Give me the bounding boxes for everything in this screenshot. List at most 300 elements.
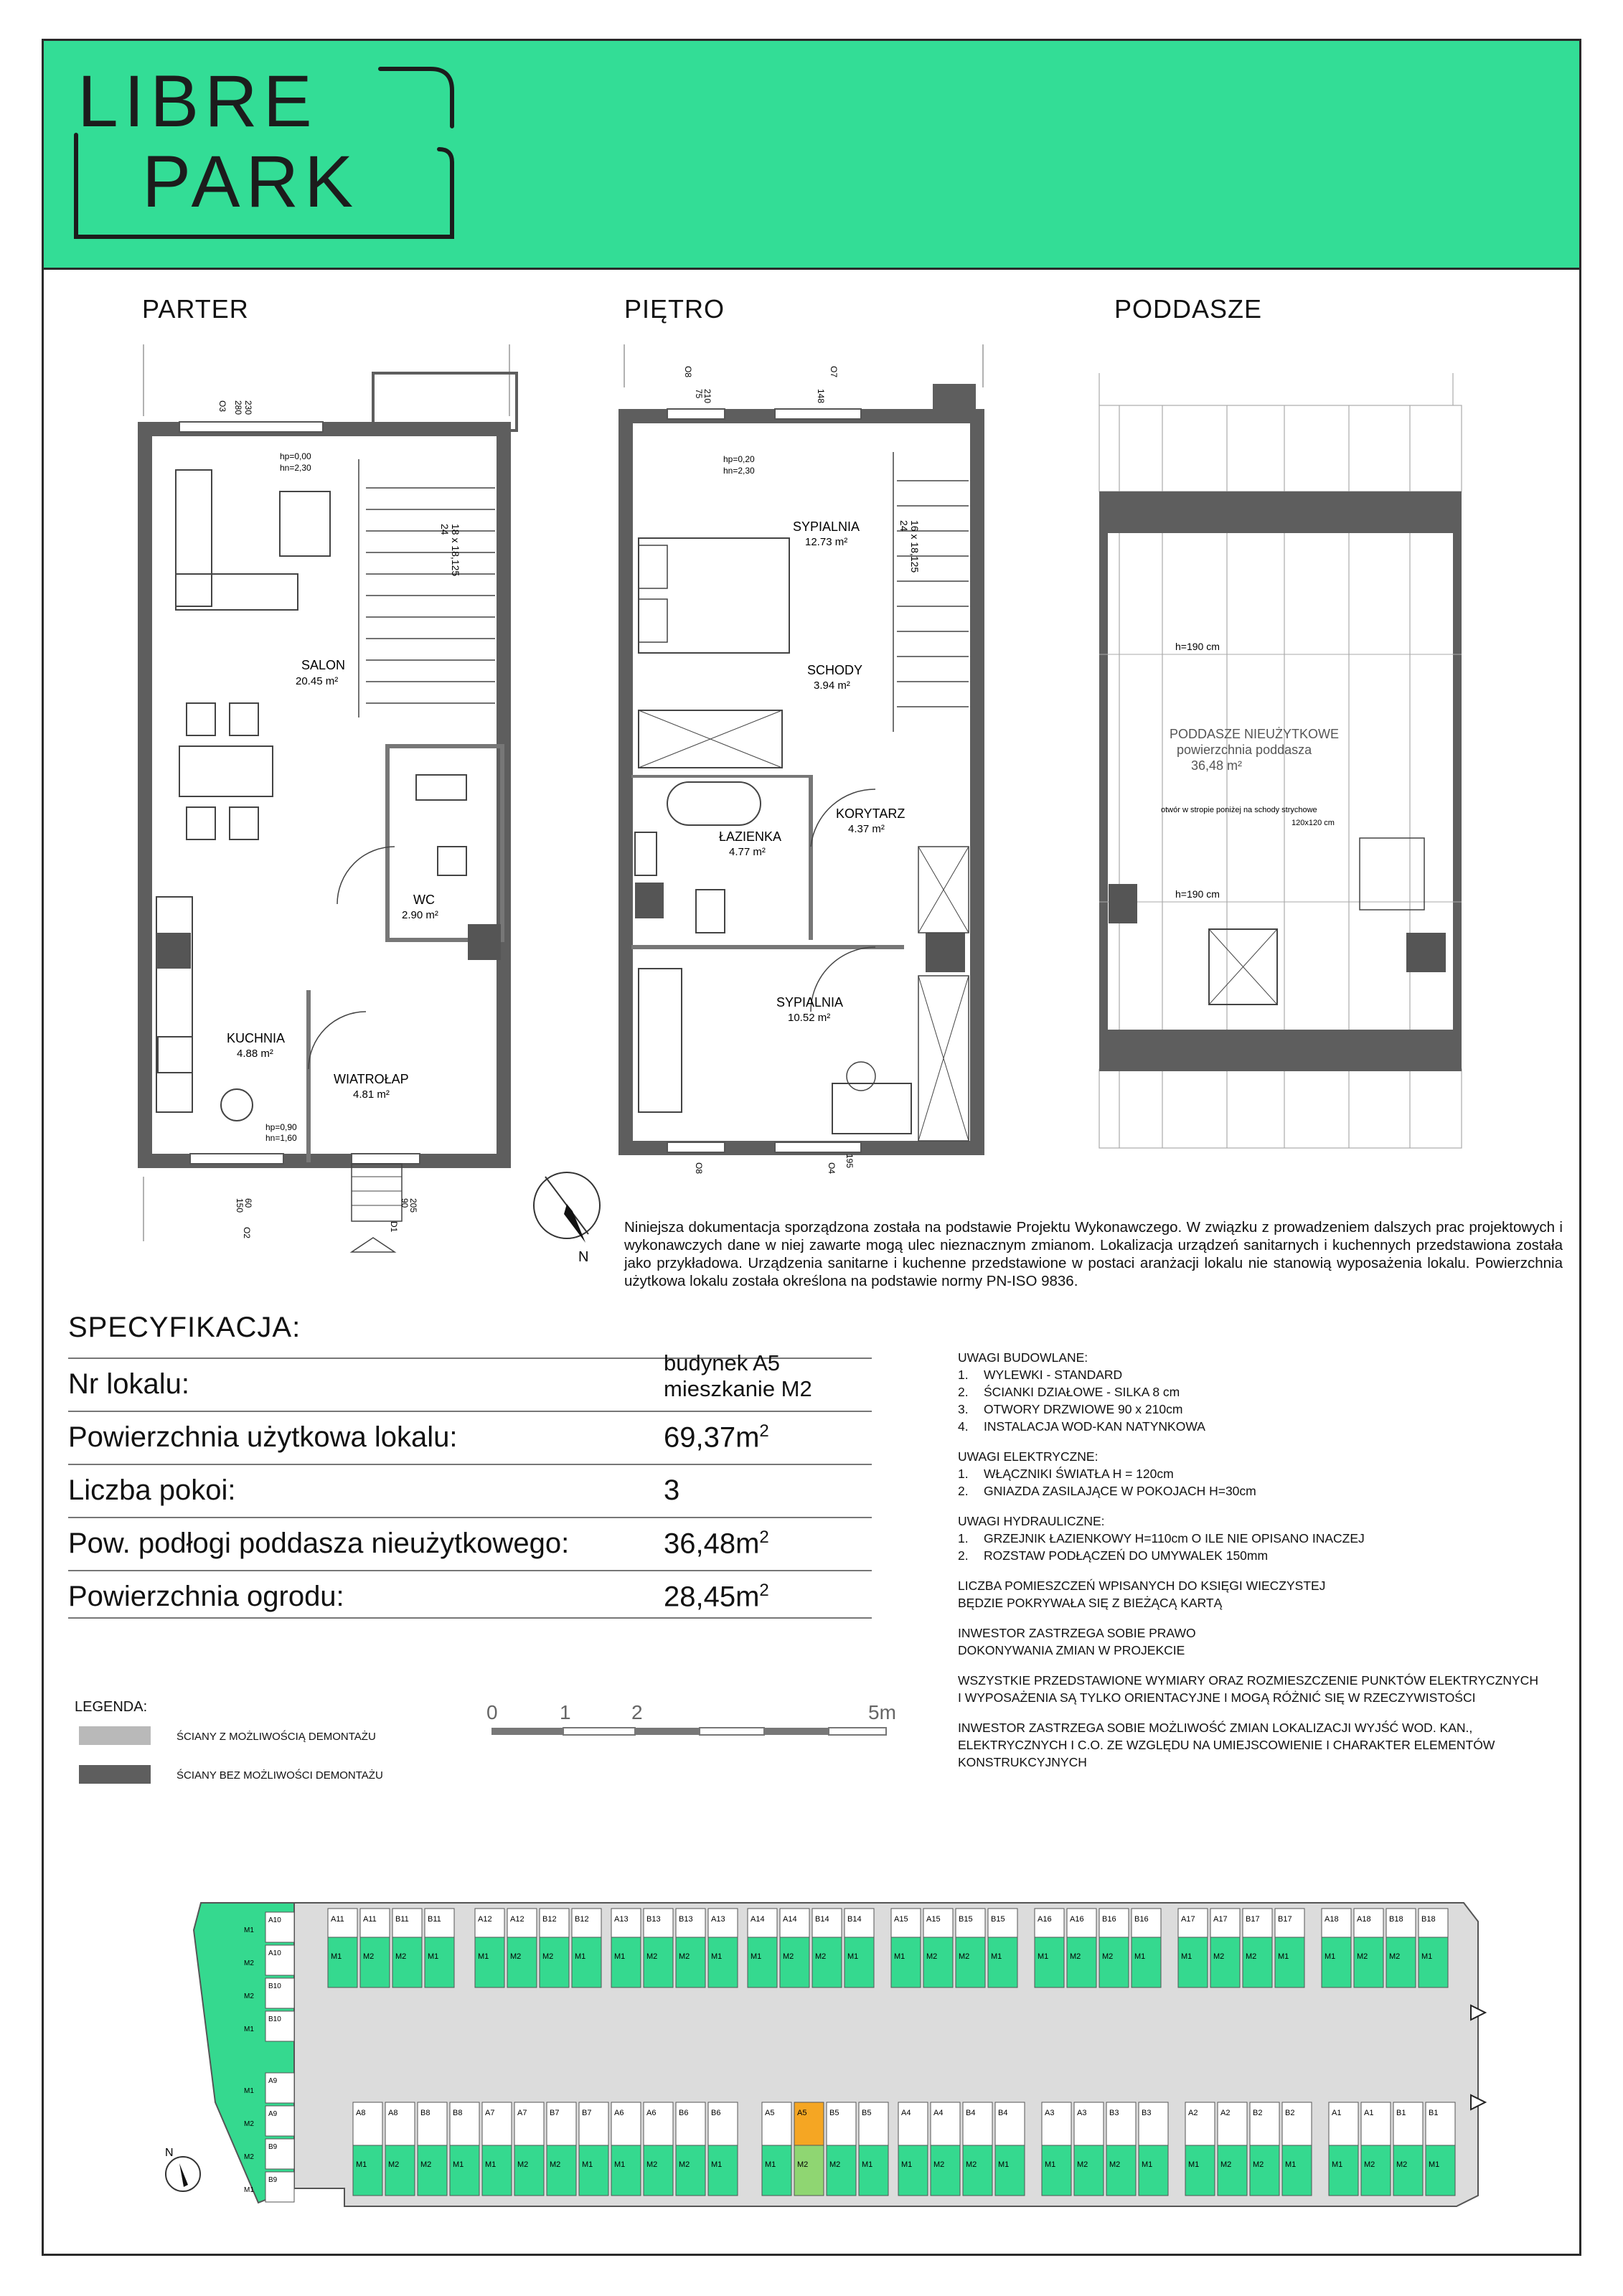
svg-text:N: N	[165, 2147, 174, 2159]
room-salon-name: SALON	[301, 658, 346, 672]
site-unit-label: M2	[959, 1952, 970, 1961]
site-building-label: A15	[894, 1915, 908, 1924]
site-unit-label: M2	[1220, 2160, 1232, 2169]
site-unit-label: M1	[765, 2160, 776, 2169]
poddasze-opening-size: 120x120 cm	[1292, 819, 1335, 827]
site-building-label: B8	[420, 2109, 431, 2117]
site-unit-label: M1	[1429, 2160, 1440, 2169]
site-building-label: B17	[1246, 1915, 1260, 1924]
poddasze-h-bottom: h=190 cm	[1175, 888, 1220, 900]
room-korytarz-area: 4.37 m²	[848, 823, 885, 835]
site-building-label: A11	[331, 1915, 344, 1924]
site-garden	[328, 1937, 357, 1987]
site-unit-label: M2	[517, 2160, 529, 2169]
site-unit-label: M1	[453, 2160, 464, 2169]
dim-top-window: 280	[233, 400, 243, 415]
dim-bottom-tag: O2	[242, 1227, 252, 1239]
svg-text:1: 1	[560, 1701, 571, 1723]
site-unit-label: M2	[1357, 1952, 1368, 1961]
site-garden	[1386, 1937, 1416, 1987]
remarks-hydraulic: UWAGI HYDRAULICZNE: 1. GRZEJNIK ŁAZIENKOWY H=110cm O ILE NIE OPISANO INACZEJ 2. ROZSTAW PODŁĄCZEŃ DO UMYWALEK 150mm	[958, 1514, 1365, 1563]
site-building-label: A4	[901, 2109, 911, 2117]
site-garden	[482, 2145, 512, 2196]
compass-icon	[530, 1162, 608, 1277]
site-unit-label: M1	[1142, 2160, 1153, 2169]
room-wc-name: WC	[413, 893, 435, 907]
legend-title: LEGENDA:	[75, 1699, 148, 1715]
site-garden	[360, 1937, 390, 1987]
site-unit-label: M2	[363, 1952, 375, 1961]
site-building-label: B3	[1142, 2109, 1152, 2117]
dim-stairs2: 24	[439, 524, 451, 535]
site-garden	[1250, 2145, 1279, 2196]
site-garden	[1329, 2145, 1358, 2196]
site-unit-label: M1	[847, 1952, 859, 1961]
site-garden	[794, 2145, 824, 2196]
spec-label-area: Powierzchnia użytkowa lokalu:	[68, 1421, 458, 1453]
site-building-label: B6	[679, 2109, 689, 2117]
site-garden	[1218, 2145, 1247, 2196]
room-wiatrolap-area: 4.81 m²	[353, 1088, 390, 1101]
site-unit-label: M2	[420, 2160, 432, 2169]
site-unit-label: M1	[711, 2160, 723, 2169]
site-building-label: A7	[485, 2109, 495, 2117]
svg-text:B10: B10	[268, 1982, 281, 1990]
logo-line2: PARK	[142, 141, 359, 222]
site-garden	[708, 1937, 738, 1987]
site-garden	[1185, 2145, 1215, 2196]
svg-text:M2: M2	[244, 1959, 254, 1967]
site-building-label: A15	[926, 1915, 941, 1924]
site-building-label: B16	[1102, 1915, 1116, 1924]
site-unit-label: M1	[1285, 2160, 1297, 2169]
site-unit-label: M2	[1389, 1952, 1401, 1961]
site-unit-label: M1	[1278, 1952, 1289, 1961]
label-pietro: PIĘTRO	[624, 294, 725, 324]
site-garden	[1106, 2145, 1136, 2196]
site-garden	[1042, 2145, 1071, 2196]
site-building-label: B15	[991, 1915, 1005, 1924]
site-garden	[1282, 2145, 1312, 2196]
site-building-label: B18	[1389, 1915, 1403, 1924]
site-unit-label: M2	[966, 2160, 977, 2169]
site-building-label: B11	[395, 1915, 409, 1924]
site-building-label: B4	[998, 2109, 1008, 2117]
site-unit-label: M2	[829, 2160, 841, 2169]
site-garden	[1393, 2145, 1423, 2196]
site-garden	[1361, 2145, 1391, 2196]
site-building-label: B18	[1421, 1915, 1436, 1924]
site-building-label: A18	[1357, 1915, 1371, 1924]
site-garden	[540, 1937, 569, 1987]
site-garden	[392, 1937, 422, 1987]
room-sypialnia2-area: 10.52 m²	[788, 1012, 831, 1024]
dim-pietro-stairs2: 24	[898, 520, 910, 532]
site-unit-label: M2	[646, 1952, 658, 1961]
site-building-label: B13	[679, 1915, 693, 1924]
site-unit-label: M1	[575, 1952, 586, 1961]
site-unit-label: M2	[510, 1952, 522, 1961]
site-building-label: A5	[765, 2109, 775, 2117]
site-plan	[165, 1887, 1514, 2224]
room-salon-area: 20.45 m²	[296, 675, 339, 687]
site-unit-label: M2	[388, 2160, 400, 2169]
site-unit-label: M1	[991, 1952, 1002, 1961]
site-garden	[1132, 1937, 1161, 1987]
compass-letter: N	[578, 1249, 589, 1265]
spec-label-attic: Pow. podłogi poddasza nieużytkowego:	[68, 1528, 570, 1559]
site-garden	[931, 2145, 960, 2196]
remarks-electrical: UWAGI ELEKTRYCZNE: 1. WŁĄCZNIKI ŚWIATŁA H = 120cm 2. GNIAZDA ZASILAJĄCE W POKOJACH H=30cm	[958, 1449, 1256, 1498]
site-unit-label: M1	[901, 2160, 913, 2169]
site-garden	[1243, 1937, 1272, 1987]
site-unit-label: M2	[395, 1952, 407, 1961]
site-garden	[547, 2145, 576, 2196]
site-garden	[514, 2145, 544, 2196]
site-garden	[956, 1937, 985, 1987]
site-building-label: A5	[797, 2109, 807, 2117]
site-unit-label: M1	[1325, 1952, 1336, 1961]
site-building-label: B14	[815, 1915, 829, 1924]
site-garden	[1067, 1937, 1096, 1987]
site-unit-label: M1	[614, 2160, 626, 2169]
site-garden	[708, 2145, 738, 2196]
site-garden	[859, 2145, 888, 2196]
plan-pietro	[617, 344, 1005, 1191]
site-unit-label: M2	[926, 1952, 938, 1961]
site-unit-label: M2	[1109, 2160, 1121, 2169]
svg-text:M1: M1	[244, 2087, 254, 2095]
site-building-label: A3	[1045, 2109, 1055, 2117]
svg-text:A9: A9	[268, 2077, 278, 2085]
site-garden	[988, 1937, 1017, 1987]
spec-row-rooms	[68, 1464, 872, 1511]
site-building-label: A2	[1188, 2109, 1198, 2117]
site-garden	[418, 2145, 447, 2196]
site-unit-label: M1	[894, 1952, 905, 1961]
site-building-label: B11	[428, 1915, 441, 1924]
site-unit-label: M1	[582, 2160, 593, 2169]
dim-top-tag: O3	[217, 400, 227, 413]
svg-text:A9: A9	[268, 2110, 278, 2118]
spec-row-garden	[68, 1570, 872, 1619]
dim-sill2: hn=2,30	[280, 463, 311, 473]
room-sypialnia1-area: 12.73 m²	[805, 536, 848, 548]
site-building-label: B3	[1109, 2109, 1119, 2117]
site-garden	[1322, 1937, 1351, 1987]
svg-text:A10: A10	[268, 1949, 281, 1957]
site-building-label: A18	[1325, 1915, 1339, 1924]
disclaimer-note: Niniejsza dokumentacja sporządzona została na podstawie Projektu Wykonawczego. W związku z prowadzeniem dalszych prac projektowych i wykonawczych dane w niej zawarte mogą ulec nieznacznym zmianom. Lokalizacja urządzeń sanitarnych i kuchennych przedstawiona została jako przykładowa. Urządzenia sanitarne i kuchenne przedstawione w postaci aranżacji lokalu nie stanowią wyposażenia lokalu. Powierzchnia użytkowa lokalu została określona na podstawie normy PN-ISO 9836.	[624, 1219, 1563, 1289]
poddasze-h-top: h=190 cm	[1175, 641, 1220, 652]
remarks-changes: INWESTOR ZASTRZEGA SOBIE PRAWO DOKONYWANIA ZMIAN W PROJEKCIE	[958, 1626, 1196, 1657]
site-building-label: B5	[829, 2109, 839, 2117]
site-building-label: A12	[478, 1915, 492, 1924]
site-unit-label: M1	[862, 2160, 873, 2169]
site-building-label: A13	[711, 1915, 725, 1924]
site-building-label: B15	[959, 1915, 973, 1924]
dim-sill: hp=0,00	[280, 451, 311, 461]
site-garden	[963, 2145, 992, 2196]
site-unit-label: M2	[679, 2160, 690, 2169]
site-building-label: A6	[646, 2109, 657, 2117]
site-garden	[845, 1937, 874, 1987]
site-building-label: A2	[1220, 2109, 1231, 2117]
dim-w1: 150	[235, 1198, 245, 1213]
site-building-label: B8	[453, 2109, 463, 2117]
site-unit-label: M1	[1188, 2160, 1200, 2169]
site-building-label: A1	[1364, 2109, 1374, 2117]
site-garden	[827, 2145, 856, 2196]
site-building-label: B2	[1253, 2109, 1263, 2117]
site-building-label: A13	[614, 1915, 629, 1924]
site-unit-label: M1	[1181, 1952, 1192, 1961]
room-lazienka-name: ŁAZIENKA	[719, 829, 782, 844]
room-sypialnia1-name: SYPIALNIA	[793, 519, 860, 534]
dim-d1: 90	[400, 1198, 410, 1208]
poddasze-opening: otwór w stropie poniżej na schody strychowe	[1161, 806, 1317, 814]
site-unit-label: M1	[1421, 1952, 1433, 1961]
site-building-label: B7	[550, 2109, 560, 2117]
site-garden	[891, 1937, 921, 1987]
site-unit-label: M2	[1070, 1952, 1081, 1961]
site-unit-label: M2	[783, 1952, 794, 1961]
site-building-label: A6	[614, 2109, 624, 2117]
site-unit-label: M1	[485, 2160, 497, 2169]
site-building-label: B16	[1134, 1915, 1149, 1924]
spec-row-attic	[68, 1517, 872, 1564]
site-unit-label: M2	[679, 1952, 690, 1961]
site-unit-label: M1	[711, 1952, 723, 1961]
site-garden	[1275, 1937, 1304, 1987]
site-unit-label: M2	[1213, 1952, 1225, 1961]
spec-label-rooms: Liczba pokoi:	[68, 1474, 236, 1506]
site-garden	[1035, 1937, 1064, 1987]
site-garden	[425, 1937, 454, 1987]
room-kuchnia-area: 4.88 m²	[237, 1048, 273, 1060]
svg-text:M1: M1	[244, 2026, 254, 2033]
room-korytarz-name: KORYTARZ	[836, 806, 905, 821]
label-parter: PARTER	[142, 294, 249, 324]
site-garden	[1099, 1937, 1129, 1987]
poddasze-title: PODDASZE NIEUŻYTKOWE	[1170, 727, 1340, 741]
site-building-label: A17	[1213, 1915, 1228, 1924]
site-building-label: B17	[1278, 1915, 1292, 1924]
site-building-label: A1	[1332, 2109, 1342, 2117]
remarks-land-registry: LICZBA POMIESZCZEŃ WPISANYCH DO KSIĘGI WIECZYSTEJ BĘDZIE POKRYWAŁA SIĘ Z BIEŻĄCĄ KARTĄ	[958, 1578, 1326, 1610]
site-garden	[1419, 1937, 1448, 1987]
site-building-label: A17	[1181, 1915, 1195, 1924]
site-garden	[995, 2145, 1025, 2196]
site-unit-label: M1	[1134, 1952, 1146, 1961]
site-building-label: B14	[847, 1915, 862, 1924]
dim-bottom-sill: hp=0,90	[265, 1122, 297, 1132]
site-building-label: B5	[862, 2109, 872, 2117]
site-unit-label: M2	[1396, 2160, 1408, 2169]
dim-door-tag: D1	[389, 1221, 399, 1233]
site-unit-label: M2	[550, 2160, 561, 2169]
site-building-label: B7	[582, 2109, 592, 2117]
site-garden	[572, 1937, 601, 1987]
svg-text:B9: B9	[268, 2143, 278, 2151]
room-sypialnia2-name: SYPIALNIA	[776, 995, 844, 1010]
spec-value-attic: $36,48m^2$	[664, 1527, 769, 1559]
site-garden	[644, 1937, 673, 1987]
dim-pietro-sill2: hn=2,30	[723, 466, 755, 476]
site-garden	[762, 2145, 791, 2196]
remarks-outlets: INWESTOR ZASTRZEGA SOBIE MOŻLIWOŚĆ ZMIAN LOKALIZACJI WYJŚĆ WOD. KAN., ELEKTRYCZNYCH I C.O. ZE WZGLĘDU NA UMIEJSCOWIENIE I CHARAKTER ELEMENTÓW KONSTRUKCYJNYCH	[958, 1721, 1495, 1769]
site-garden	[676, 2145, 705, 2196]
room-wiatrolap-name: WIATROŁAP	[334, 1072, 409, 1086]
site-building-label: B1	[1396, 2109, 1406, 2117]
remarks-panel	[958, 1349, 1575, 1784]
site-building-label: A8	[356, 2109, 366, 2117]
libre-park-logo	[72, 55, 459, 248]
site-building-label: B12	[542, 1915, 557, 1924]
dim-pietro-tag1: O8	[683, 366, 693, 378]
dim-pietro-w4: 195	[845, 1154, 855, 1169]
site-unit-label: M2	[1253, 2160, 1264, 2169]
dim-pietro-w1: 75	[694, 389, 704, 399]
site-unit-label: M2	[797, 2160, 809, 2169]
svg-text:2: 2	[631, 1701, 643, 1723]
plan-parter	[136, 344, 524, 1263]
spec-row-area	[68, 1411, 872, 1458]
poddasze-area: 36,48 m²	[1191, 758, 1243, 773]
spec-label-garden: Powierzchnia ogrodu:	[68, 1581, 344, 1612]
plan-poddasze	[1091, 344, 1478, 1191]
site-building-label: A12	[510, 1915, 524, 1924]
site-unit-label: M1	[614, 1952, 626, 1961]
site-unit-label: M2	[1364, 2160, 1375, 2169]
site-garden	[353, 2145, 382, 2196]
room-lazienka-area: 4.77 m²	[729, 846, 766, 858]
poddasze-subtitle: powierzchnia poddasza	[1177, 743, 1312, 757]
label-poddasze: PODDASZE	[1114, 294, 1263, 324]
site-building-label: A16	[1070, 1915, 1084, 1924]
room-kuchnia-name: KUCHNIA	[227, 1031, 286, 1045]
dim-pietro-tag3: O8	[694, 1162, 704, 1175]
dim-pietro-w2: 210	[702, 389, 712, 404]
svg-text:A10: A10	[268, 1916, 281, 1924]
site-building-label: B6	[711, 2109, 721, 2117]
site-garden	[450, 2145, 479, 2196]
site-garden	[644, 2145, 673, 2196]
site-garden	[1210, 1937, 1240, 1987]
spec-value-rooms: 3	[664, 1474, 680, 1506]
site-unit-label: M2	[646, 2160, 658, 2169]
svg-text:M1: M1	[244, 2186, 254, 2194]
spec-label-nr: Nr lokalu:	[68, 1368, 189, 1400]
site-garden	[611, 1937, 641, 1987]
site-garden	[812, 1937, 842, 1987]
site-garden	[1139, 2145, 1168, 2196]
site-unit-label: M2	[542, 1952, 554, 1961]
svg-text:B10: B10	[268, 2015, 281, 2023]
site-building-label: B4	[966, 2109, 976, 2117]
site-garden	[507, 1937, 537, 1987]
scale-bar	[488, 1699, 918, 1742]
svg-text:M2: M2	[244, 2153, 254, 2161]
site-building-label: B13	[646, 1915, 661, 1924]
svg-text:0: 0	[486, 1701, 498, 1723]
site-garden	[898, 2145, 928, 2196]
logo-line1: LIBRE	[77, 60, 318, 142]
room-wc-area: 2.90 m²	[402, 909, 438, 921]
dim-pietro-sill: hp=0,20	[723, 454, 755, 464]
spec-value-area: $69,37m^2$	[664, 1421, 769, 1453]
site-unit-label: M1	[1332, 2160, 1343, 2169]
dim-pietro-tag2: O7	[829, 366, 839, 378]
site-garden	[1426, 2145, 1455, 2196]
site-unit-label: M1	[428, 1952, 439, 1961]
site-unit-label: M2	[1246, 1952, 1257, 1961]
site-garden	[1354, 1937, 1383, 1987]
remarks-dimensions: WSZYSTKIE PRZEDSTAWIONE WYMIARY ORAZ ROZMIESZCZENIE PUNKTÓW ELEKTRYCZNYCH I WYPOSAŻENIA SĄ TYLKO ORIENTACYJNE I MOGĄ RÓŻNIĆ SIĘ W RZECZYWISTOŚCI	[958, 1673, 1538, 1705]
spec-title: SPECYFIKACJA:	[68, 1312, 301, 1343]
site-building-label: A8	[388, 2109, 398, 2117]
room-schody-name: SCHODY	[807, 663, 863, 677]
remarks-building: UWAGI BUDOWLANE: 1. WYLEWKI - STANDARD 2. ŚCIANKI DZIAŁOWE - SILKA 8 cm 3. OTWORY DRZWIOWE 90 x 210cm 4. INSTALACJA WOD-KAN NATYNKOWA	[958, 1350, 1205, 1434]
site-garden	[780, 1937, 809, 1987]
spec-row-nr	[68, 1350, 872, 1405]
site-garden	[1178, 1937, 1208, 1987]
site-building-label: A14	[783, 1915, 797, 1924]
svg-text:B9: B9	[268, 2176, 278, 2184]
site-building-label: A7	[517, 2109, 527, 2117]
site-garden	[923, 1937, 953, 1987]
room-schody-area: 3.94 m²	[814, 679, 850, 692]
site-unit-label: M2	[1102, 1952, 1114, 1961]
dim-top-window2: 230	[243, 400, 253, 415]
site-building-label: A16	[1038, 1915, 1052, 1924]
svg-text:M2: M2	[244, 1992, 254, 2000]
dim-pietro-stairs: 16 x 18,125	[909, 520, 921, 573]
dim-d2: 205	[408, 1198, 418, 1213]
dim-pietro-w3: 148	[816, 389, 826, 404]
site-garden	[611, 2145, 641, 2196]
site-unit-label: M1	[1038, 1952, 1049, 1961]
svg-text:5m: 5m	[868, 1701, 896, 1723]
site-building-label: B2	[1285, 2109, 1295, 2117]
site-unit-label: M1	[331, 1952, 342, 1961]
site-unit-label: M1	[998, 2160, 1010, 2169]
spec-value-nr: budynek A5 mieszkanie M2	[664, 1350, 812, 1401]
site-building-label: B12	[575, 1915, 589, 1924]
site-garden	[579, 2145, 608, 2196]
svg-text:M2: M2	[244, 2120, 254, 2128]
dim-bottom-sill2: hn=1,60	[265, 1133, 297, 1143]
dim-stairs: 18 x 18,125	[450, 524, 461, 577]
site-unit-label: M1	[356, 2160, 367, 2169]
site-building-label: B1	[1429, 2109, 1439, 2117]
site-garden	[475, 1937, 504, 1987]
dim-pietro-tag4: O4	[827, 1162, 837, 1175]
site-garden	[385, 2145, 415, 2196]
site-building-label: A14	[751, 1915, 765, 1924]
site-unit-label: M2	[933, 2160, 945, 2169]
dim-w2: 60	[243, 1198, 253, 1208]
site-unit-label: M2	[1077, 2160, 1088, 2169]
site-garden	[676, 1937, 705, 1987]
spec-value-garden: $28,45m^2$	[664, 1580, 769, 1612]
site-building-label: A3	[1077, 2109, 1087, 2117]
site-unit-label: M1	[751, 1952, 762, 1961]
site-garden	[1074, 2145, 1104, 2196]
site-building-label: A11	[363, 1915, 377, 1924]
site-building-label: A4	[933, 2109, 944, 2117]
site-unit-label: M1	[1045, 2160, 1056, 2169]
